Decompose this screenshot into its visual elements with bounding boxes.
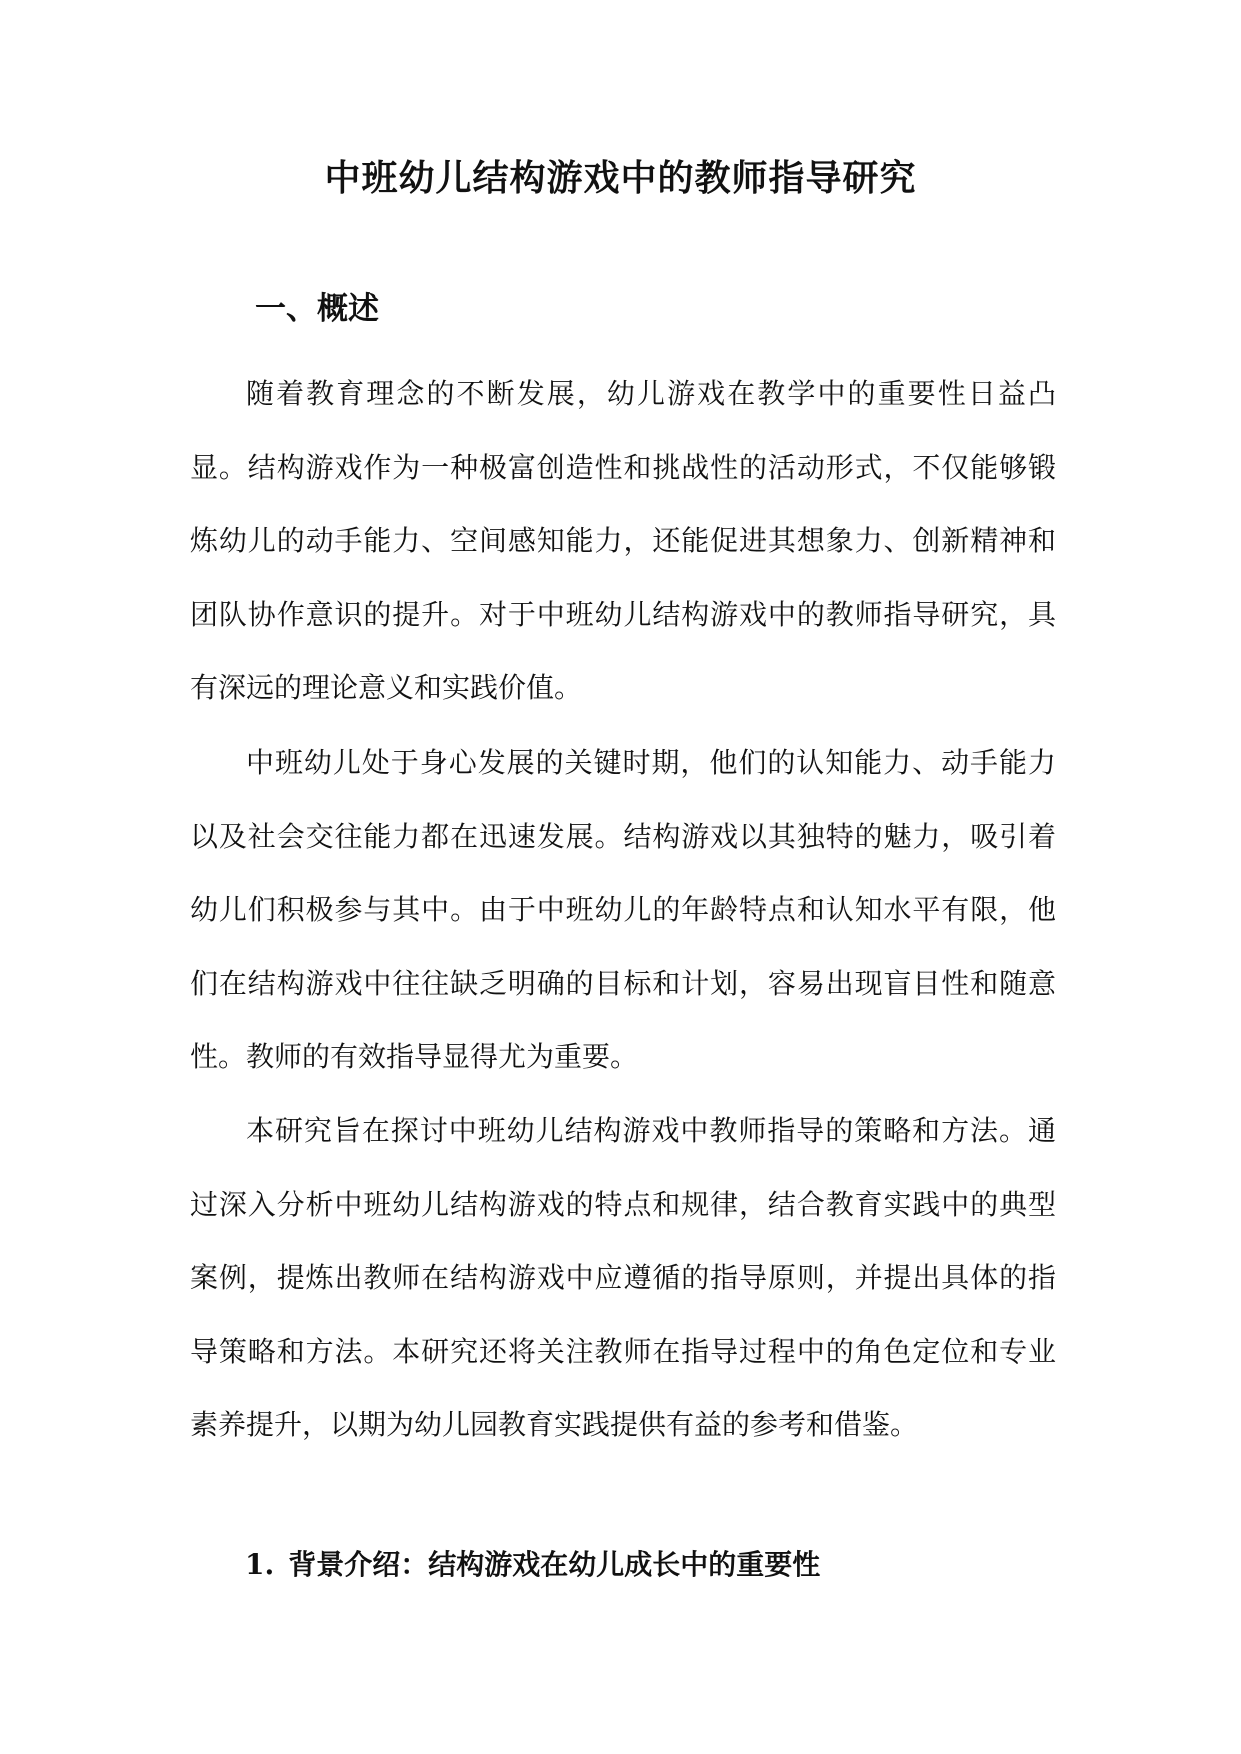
subheading-background (245, 1543, 820, 1583)
subheading-text: 背景介绍：结构游戏在幼儿成长中的重要性 (288, 1548, 821, 1581)
paragraph-3: 本研究旨在探讨中班幼儿结构游戏中教师指导的策略和方法。通过深入分析中班幼儿结构游戏的特点和规律，结合教育实践中的典型案例，提炼出教师在结构游戏中应遵循的指导原则，并提出具体的指导策略和方法。本研究还将关注教师在指导过程中的角色定位和专业素养提升，以期为幼儿园教育实践提供有益的参考和借鉴。 (190, 1114, 1056, 1441)
paragraph-2: 中班幼儿处于身心发展的关键时期，他们的认知能力、动手能力以及社会交往能力都在迅速发展。结构游戏以其独特的魅力，吸引着幼儿们积极参与其中。由于中班幼儿的年龄特点和认知水平有限，他们在结构游戏中往往缺乏明确的目标和计划，容易出现盲目性和随意性。教师的有效指导显得尤为重要。 (190, 746, 1056, 1073)
document-title: 中班幼儿结构游戏中的教师指导研究 (324, 157, 917, 199)
section-heading-overview: 一、概述 (255, 291, 379, 327)
subheading-number: 1. (245, 1548, 275, 1581)
paragraph-1: 随着教育理念的不断发展，幼儿游戏在教学中的重要性日益凸显。结构游戏作为一种极富创造性和挑战性的活动形式，不仅能够锻炼幼儿的动手能力、空间感知能力，还能促进其想象力、创新精神和团队协作意识的提升。对于中班幼儿结构游戏中的教师指导研究，具有深远的理论意义和实践价值。 (190, 377, 1056, 704)
